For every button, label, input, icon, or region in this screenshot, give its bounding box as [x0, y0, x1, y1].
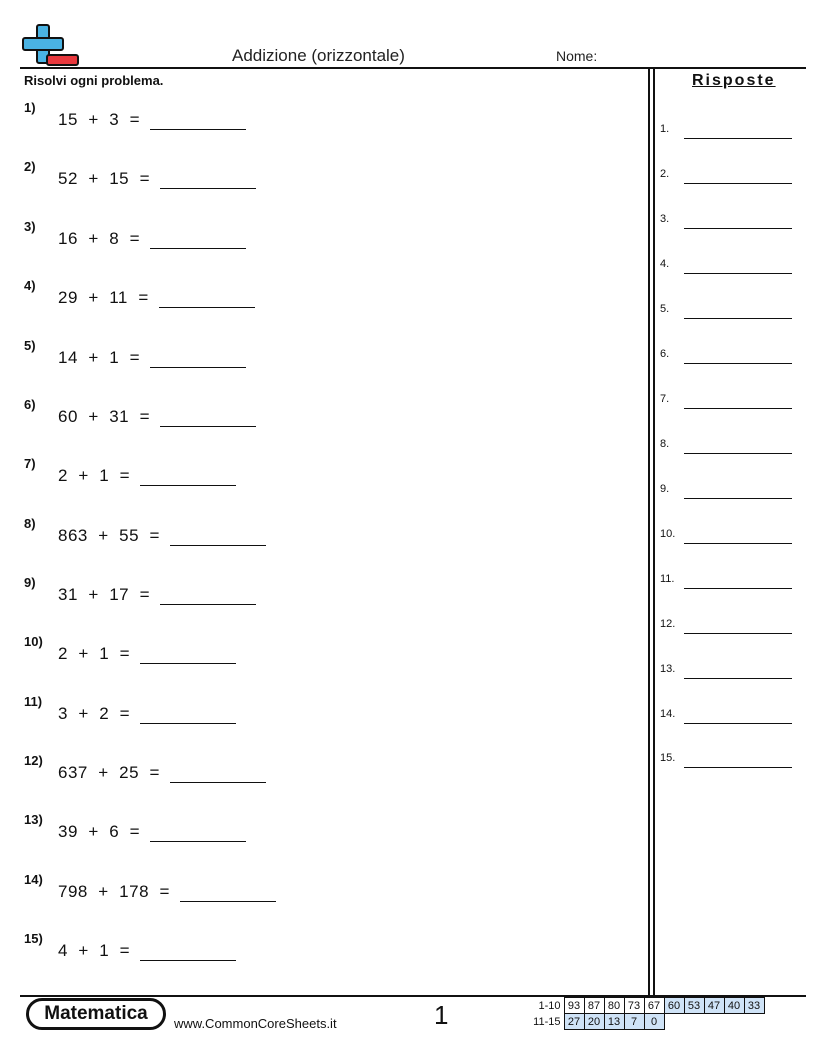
score-cell: 73 — [624, 998, 644, 1014]
problem-expression: 863 + 55 = — [58, 526, 160, 545]
answer-line — [684, 408, 792, 409]
problem-item — [24, 456, 236, 486]
problem-number: 1) — [24, 100, 36, 115]
problem-number: 6) — [24, 397, 36, 412]
answer-number: 15. — [660, 752, 676, 764]
problem-item — [24, 159, 256, 189]
answer-number: 4. — [660, 258, 670, 270]
answer-line — [684, 138, 792, 139]
answer-slot[interactable] — [660, 168, 792, 184]
site-url: www.CommonCoreSheets.it — [174, 1016, 337, 1031]
page-number: 1 — [434, 1000, 449, 1030]
answer-blank[interactable] — [150, 231, 246, 249]
score-cell: 40 — [724, 998, 744, 1014]
problem-item — [24, 516, 266, 546]
answer-slot[interactable] — [660, 123, 792, 139]
problem-expression: 16 + 8 = — [58, 229, 141, 248]
answer-line — [684, 633, 792, 634]
answer-number: 11. — [660, 573, 675, 585]
answer-blank[interactable] — [150, 824, 246, 842]
answer-blank[interactable] — [150, 350, 246, 368]
answer-blank[interactable] — [160, 587, 256, 605]
answer-slot[interactable] — [660, 393, 792, 409]
score-cell: 0 — [644, 1014, 664, 1030]
answer-blank[interactable] — [159, 290, 255, 308]
answer-line — [684, 318, 792, 319]
problem-expression: 14 + 1 = — [58, 348, 141, 367]
answer-line — [684, 183, 792, 184]
problem-number: 4) — [24, 278, 36, 293]
problem-item — [24, 812, 246, 842]
problem-number: 14) — [24, 872, 43, 887]
answer-slot[interactable] — [660, 663, 792, 679]
brand-badge: Matematica — [26, 998, 166, 1030]
answer-line — [684, 678, 792, 679]
problem-item — [24, 872, 276, 902]
answer-blank[interactable] — [140, 943, 236, 961]
answer-number: 12. — [660, 618, 676, 630]
column-divider — [653, 68, 655, 996]
problem-expression: 31 + 17 = — [58, 585, 151, 604]
answers-title: Risposte — [692, 72, 776, 89]
page-title: Addizione (orizzontale) — [232, 46, 405, 65]
problem-number: 9) — [24, 575, 36, 590]
answer-line — [684, 363, 792, 364]
score-cell: 93 — [564, 998, 584, 1014]
answer-blank[interactable] — [170, 528, 266, 546]
score-row-label: 1-10 — [538, 999, 561, 1012]
score-cell: 13 — [604, 1014, 624, 1030]
problem-number: 8) — [24, 516, 36, 531]
answer-line — [684, 498, 792, 499]
problem-number: 10) — [24, 634, 43, 649]
problem-item — [24, 397, 256, 427]
problem-item — [24, 100, 246, 130]
problem-number: 11) — [24, 694, 43, 709]
score-cell: 67 — [644, 998, 664, 1014]
problem-number: 3) — [24, 219, 36, 234]
answer-slot[interactable] — [660, 528, 792, 544]
answer-line — [684, 588, 792, 589]
answer-blank[interactable] — [160, 409, 256, 427]
problem-number: 15) — [24, 931, 43, 946]
problem-number: 2) — [24, 159, 36, 174]
answer-blank[interactable] — [180, 884, 276, 902]
answer-number: 5. — [660, 303, 670, 315]
answer-line — [684, 543, 792, 544]
problem-item — [24, 753, 266, 783]
problem-expression: 637 + 25 = — [58, 763, 160, 782]
answer-number: 10. — [660, 528, 676, 540]
problem-number: 7) — [24, 456, 36, 471]
problem-expression: 798 + 178 = — [58, 882, 170, 901]
answer-blank[interactable] — [150, 112, 246, 130]
answer-slot[interactable] — [660, 573, 792, 589]
answer-slot[interactable] — [660, 752, 792, 768]
answer-slot[interactable] — [660, 303, 792, 319]
score-cell: 47 — [704, 998, 724, 1014]
problem-item — [24, 338, 246, 368]
score-cell: 20 — [584, 1014, 604, 1030]
problem-item — [24, 931, 236, 961]
problem-expression: 3 + 2 = — [58, 704, 131, 723]
problem-expression: 60 + 31 = — [58, 407, 151, 426]
answer-blank[interactable] — [140, 646, 236, 664]
answer-number: 8. — [660, 438, 670, 450]
problem-item — [24, 634, 236, 664]
answer-blank[interactable] — [170, 765, 266, 783]
answer-line — [684, 453, 792, 454]
answer-number: 2. — [660, 168, 670, 180]
answer-line — [684, 228, 792, 229]
score-row — [526, 998, 764, 1014]
answer-slot[interactable] — [660, 348, 792, 364]
answer-number: 9. — [660, 483, 670, 495]
problem-item — [24, 575, 256, 605]
score-table — [526, 997, 765, 1030]
answer-number: 3. — [660, 213, 670, 225]
answer-slot[interactable] — [660, 258, 792, 274]
answer-number: 14. — [660, 708, 676, 720]
score-cell: 87 — [584, 998, 604, 1014]
answer-slot[interactable] — [660, 483, 792, 499]
score-cell: 27 — [564, 1014, 584, 1030]
column-divider — [648, 68, 650, 996]
answer-slot[interactable] — [660, 438, 792, 454]
answer-slot[interactable] — [660, 618, 792, 634]
problem-number: 12) — [24, 753, 43, 768]
answer-number: 7. — [660, 393, 670, 405]
problem-item — [24, 278, 255, 308]
problem-expression: 39 + 6 = — [58, 822, 141, 841]
answer-blank[interactable] — [140, 468, 236, 486]
problem-number: 5) — [24, 338, 36, 353]
score-cell: 33 — [744, 998, 764, 1014]
answer-line — [684, 723, 792, 724]
problem-expression: 29 + 11 = — [58, 288, 149, 307]
score-cell: 80 — [604, 998, 624, 1014]
score-cell: 53 — [684, 998, 704, 1014]
answer-number: 13. — [660, 663, 676, 675]
problem-expression: 52 + 15 = — [58, 169, 151, 188]
answer-blank[interactable] — [160, 171, 256, 189]
header-divider — [20, 67, 806, 69]
score-row-label: 11-15 — [533, 1015, 561, 1028]
answer-line — [684, 273, 792, 274]
logo-icon — [22, 24, 80, 68]
answer-number: 6. — [660, 348, 670, 360]
answer-slot[interactable] — [660, 708, 792, 724]
name-label: Nome: — [556, 48, 598, 64]
problem-item — [24, 694, 236, 724]
answer-blank[interactable] — [140, 706, 236, 724]
score-cell: 60 — [664, 998, 684, 1014]
problem-item — [24, 219, 246, 249]
answer-slot[interactable] — [660, 213, 792, 229]
problem-expression: 15 + 3 = — [58, 110, 141, 129]
problem-expression: 4 + 1 = — [58, 941, 131, 960]
problem-expression: 2 + 1 = — [58, 466, 131, 485]
score-row — [526, 1014, 764, 1030]
answer-number: 1. — [660, 123, 670, 135]
instructions: Risolvi ogni problema. — [24, 73, 164, 88]
answer-line — [684, 767, 792, 768]
problem-number: 13) — [24, 812, 43, 827]
score-cell: 7 — [624, 1014, 644, 1030]
problem-expression: 2 + 1 = — [58, 644, 131, 663]
